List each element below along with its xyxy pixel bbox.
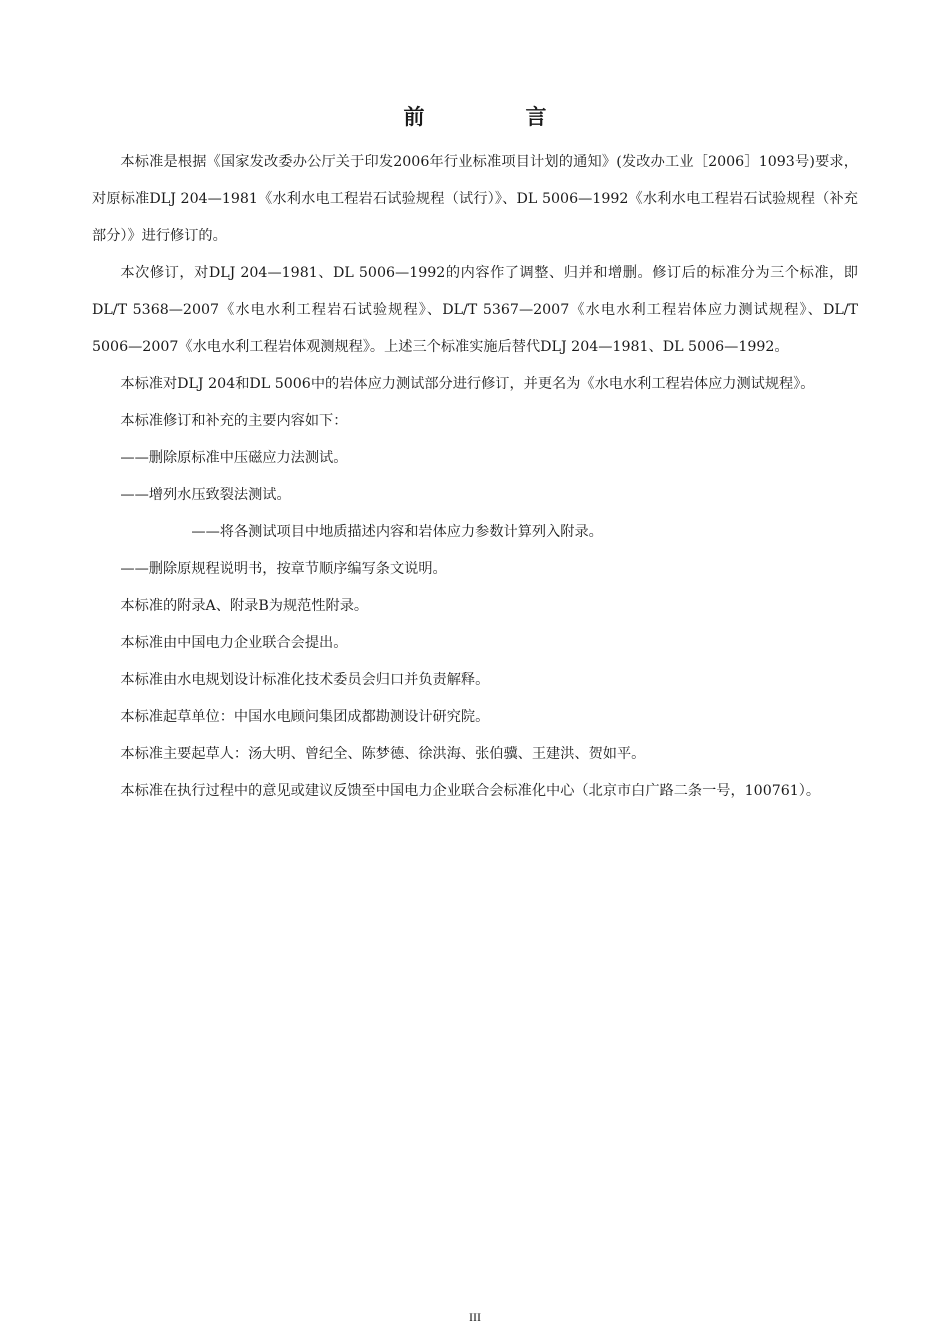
page-number: III xyxy=(469,1310,481,1324)
paragraph-renaming: 本标准对DLJ 204和DL 5006中的岩体应力测试部分进行修订，并更名为《水电水利工程岩体应力测试规程》。 xyxy=(120,376,815,392)
paragraph-proposer: 本标准由中国电力企业联合会提出。 xyxy=(120,635,348,651)
preface-body xyxy=(92,144,858,810)
list-item-change-3: ——将各测试项目中地质描述内容和岩体应力参数计算列入附录。 xyxy=(191,524,603,540)
paragraph-responsible: 本标准由水电规划设计标准化技术委员会归口并负责解释。 xyxy=(120,672,490,688)
paragraph-drafting-unit: 本标准起草单位：中国水电顾问集团成都勘测设计研究院。 xyxy=(120,709,490,725)
paragraph-appendix: 本标准的附录A、附录B为规范性附录。 xyxy=(120,598,369,614)
list-item-change-4: ——删除原规程说明书，按章节顺序编写条文说明。 xyxy=(120,561,447,577)
page-title: 前 言 xyxy=(403,105,587,129)
paragraph-main-changes-intro: 本标准修订和补充的主要内容如下： xyxy=(120,413,348,429)
paragraph-drafters: 本标准主要起草人：汤大明、曾纪全、陈梦德、徐洪海、张伯骥、王建洪、贺如平。 xyxy=(120,746,646,762)
paragraph-feedback: 本标准在执行过程中的意见或建议反馈至中国电力企业联合会标准化中心（北京市白广路二条一号，100761）。 xyxy=(120,783,821,799)
paragraph-revision-scope: 本次修订，对DLJ 204—1981、DL 5006—1992的内容作了调整、归并和增删。修订后的标准分为三个标准，即DL/T 5368—2007《水电水利工程岩石试验规程》、DL/T 5367—2007《水电水利工程岩体应力测试规程》、DL/T 5006—2007《水电水利工程岩体观测规程》。上述三个标准实施后替代DLJ 204—1981、DL 5006—1992。 xyxy=(92,265,858,355)
list-item-change-2: ——增列水压致裂法测试。 xyxy=(120,487,291,503)
paragraph-basis: 本标准是根据《国家发改委办公厅关于印发2006年行业标准项目计划的通知》(发改办工业［2006］1093号)要求，对原标准DLJ 204—1981《水利水电工程岩石试验规程（试行）》、DL 5006—1992《水利水电工程岩石试验规程（补充部分）》进行修订的。 xyxy=(92,154,858,244)
list-item-change-1: ——删除原标准中压磁应力法测试。 xyxy=(120,450,348,466)
